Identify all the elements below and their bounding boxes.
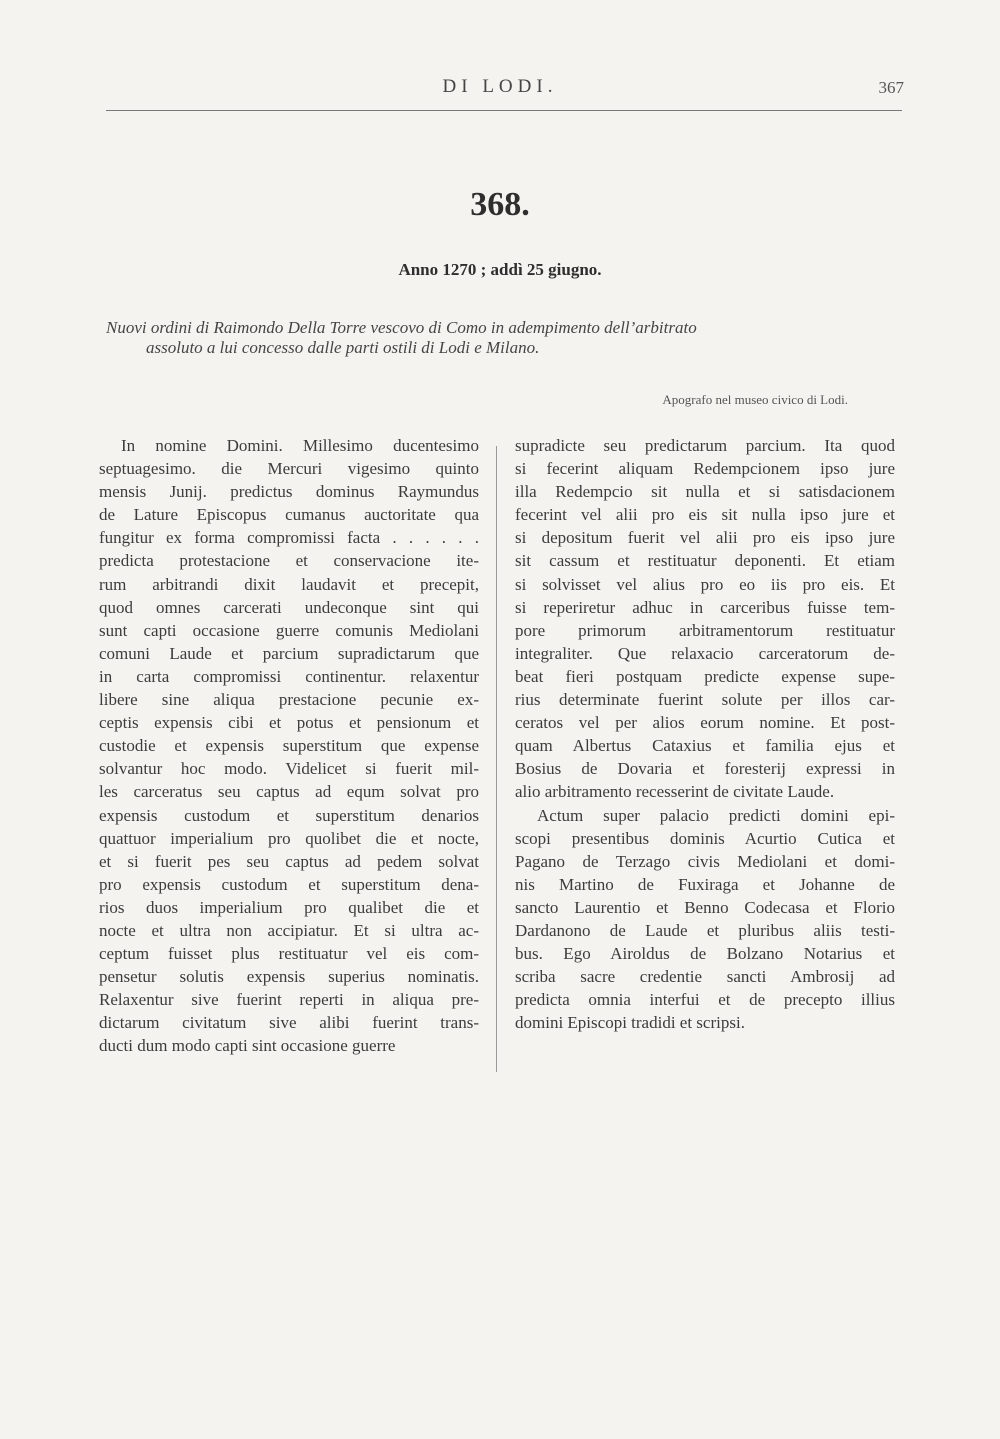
text-line: beat fieri postquam predicte expense supe-	[515, 666, 895, 686]
text-line: ducti dum modo capti sint occasione guerre	[99, 1036, 396, 1056]
text-line: pensetur solutis expensis superius nominatis.	[99, 967, 479, 987]
text-line: alio arbitramento recesserint de civitate Laude.	[515, 782, 835, 802]
text-line: supradicte seu predictarum parcium. Ita quod	[515, 436, 895, 455]
text-line: si fecerint aliquam Redempcionem ipso jure	[515, 459, 895, 479]
text-line: Relaxentur sive fuerint reperti in aliqua pre-	[99, 990, 479, 1010]
text-line: quattuor imperialium pro quolibet die et nocte,	[99, 828, 479, 848]
running-header-title: DI LODI.	[442, 76, 558, 97]
text-line: rius determinate fuerint solute per illos car-	[515, 690, 895, 710]
document-summary	[106, 318, 896, 358]
text-line: fungitur ex forma compromissi facta . . . . . .	[99, 528, 479, 548]
text-line: les carceratus seu captus ad equm solvat pro	[99, 782, 479, 802]
text-line: quam Albertus Cataxius et familia ejus et	[515, 736, 895, 756]
text-line: comuni Laude et parcium supradictarum que	[99, 643, 479, 663]
text-line: nocte et ultra non accipiatur. Et si ultra ac-	[99, 920, 479, 940]
right-text-column	[515, 434, 895, 1034]
text-line: nis Martino de Fuxiraga et Johanne de	[515, 874, 895, 894]
column-divider	[496, 446, 497, 1072]
right-paragraph-2	[515, 804, 895, 1035]
text-line: scopi presentibus dominis Acurtio Cutica et	[515, 828, 895, 848]
text-line: expensis custodum et superstitum denarios	[99, 805, 479, 825]
left-text-column	[99, 434, 479, 1058]
header-rule	[106, 110, 902, 111]
text-line: integraliter. Que relaxacio carceratorum de-	[515, 643, 895, 663]
summary-line: assoluto a lui concesso dalle parti ostili di Lodi e Milano.	[146, 338, 540, 357]
text-line: In nomine Domini. Millesimo ducentesimo	[121, 436, 479, 455]
text-line: predicta omnia interfui et de precepto illius	[515, 990, 895, 1010]
text-line: sancto Laurentio et Benno Codecasa et Florio	[515, 897, 895, 917]
text-line: sit cassum et restituatur deponenti. Et etiam	[515, 551, 895, 571]
text-line: Dardanono de Laude et pluribus aliis testi-	[515, 920, 895, 940]
text-line: rios duos imperialium pro qualibet die et	[99, 897, 479, 917]
text-line: rum arbitrandi dixit laudavit et precepit,	[99, 574, 479, 594]
text-line: sunt capti occasione guerre comunis Mediolani	[99, 620, 479, 640]
text-line: scriba sacre credentie sancti Ambrosij ad	[515, 967, 895, 987]
text-line: Bosius de Dovaria et foresterij expressi in	[515, 759, 895, 779]
text-line: fecerint vel alii pro eis sit nulla ipso jure et	[515, 505, 895, 525]
text-line: pro expensis custodum et superstitum dena-	[99, 874, 479, 894]
summary-line: Nuovi ordini di Raimondo Della Torre vescovo di Como in adempimento dell’arbitrato	[106, 318, 697, 337]
text-line: et si fuerit pes seu captus ad pedem solvat	[99, 851, 479, 871]
text-line: pore primorum arbitramentorum restituatur	[515, 620, 895, 640]
document-source-note: Apografo nel museo civico di Lodi.	[662, 392, 848, 407]
text-line: si reperiretur adhuc in carceribus fuisse tem-	[515, 597, 895, 617]
right-paragraph-1	[515, 434, 895, 804]
document-number: 368.	[470, 186, 530, 223]
text-line: Actum super palacio predicti domini epi-	[537, 805, 895, 825]
text-line: illa Redempcio sit nulla et si satisdacionem	[515, 482, 895, 502]
text-line: ceptis expensis cibi et potus et pensionum et	[99, 713, 479, 733]
text-line: custodie et expensis superstitum que expense	[99, 736, 479, 756]
page-number: 367	[878, 78, 904, 97]
text-line: si depositum fuerit vel alii pro eis ipso jure	[515, 528, 895, 548]
text-line: in carta compromissi continentur. relaxentur	[99, 666, 479, 686]
text-line: ceratos vel per alios eorum nomine. Et post-	[515, 713, 895, 733]
text-line: septuagesimo. die Mercuri vigesimo quinto	[99, 459, 479, 479]
text-line: predicta protestacione et conservacione ite-	[99, 551, 479, 571]
text-line: domini Episcopi tradidi et scripsi.	[515, 1013, 745, 1033]
text-line: ceptum fuisset plus restituatur vel eis com-	[99, 944, 479, 964]
document-date: Anno 1270 ; addì 25 giugno.	[398, 260, 602, 279]
left-paragraph	[99, 434, 479, 1058]
text-line: de Lature Episcopus cumanus auctoritate qua	[99, 505, 479, 525]
text-line: mensis Junij. predictus dominus Raymundus	[99, 482, 479, 502]
text-line: quod omnes carcerati undeconque sint qui	[99, 597, 479, 617]
text-line: libere sine aliqua prestacione pecunie ex-	[99, 690, 479, 710]
text-line: si solvisset vel alius pro eo iis pro eis. Et	[515, 574, 895, 594]
text-line: Pagano de Terzago civis Mediolani et domi-	[515, 851, 895, 871]
text-line: solvantur hoc modo. Videlicet si fuerit mil-	[99, 759, 479, 779]
text-line: dictarum civitatum sive alibi fuerint trans-	[99, 1013, 479, 1033]
text-line: bus. Ego Airoldus de Bolzano Notarius et	[515, 944, 895, 964]
